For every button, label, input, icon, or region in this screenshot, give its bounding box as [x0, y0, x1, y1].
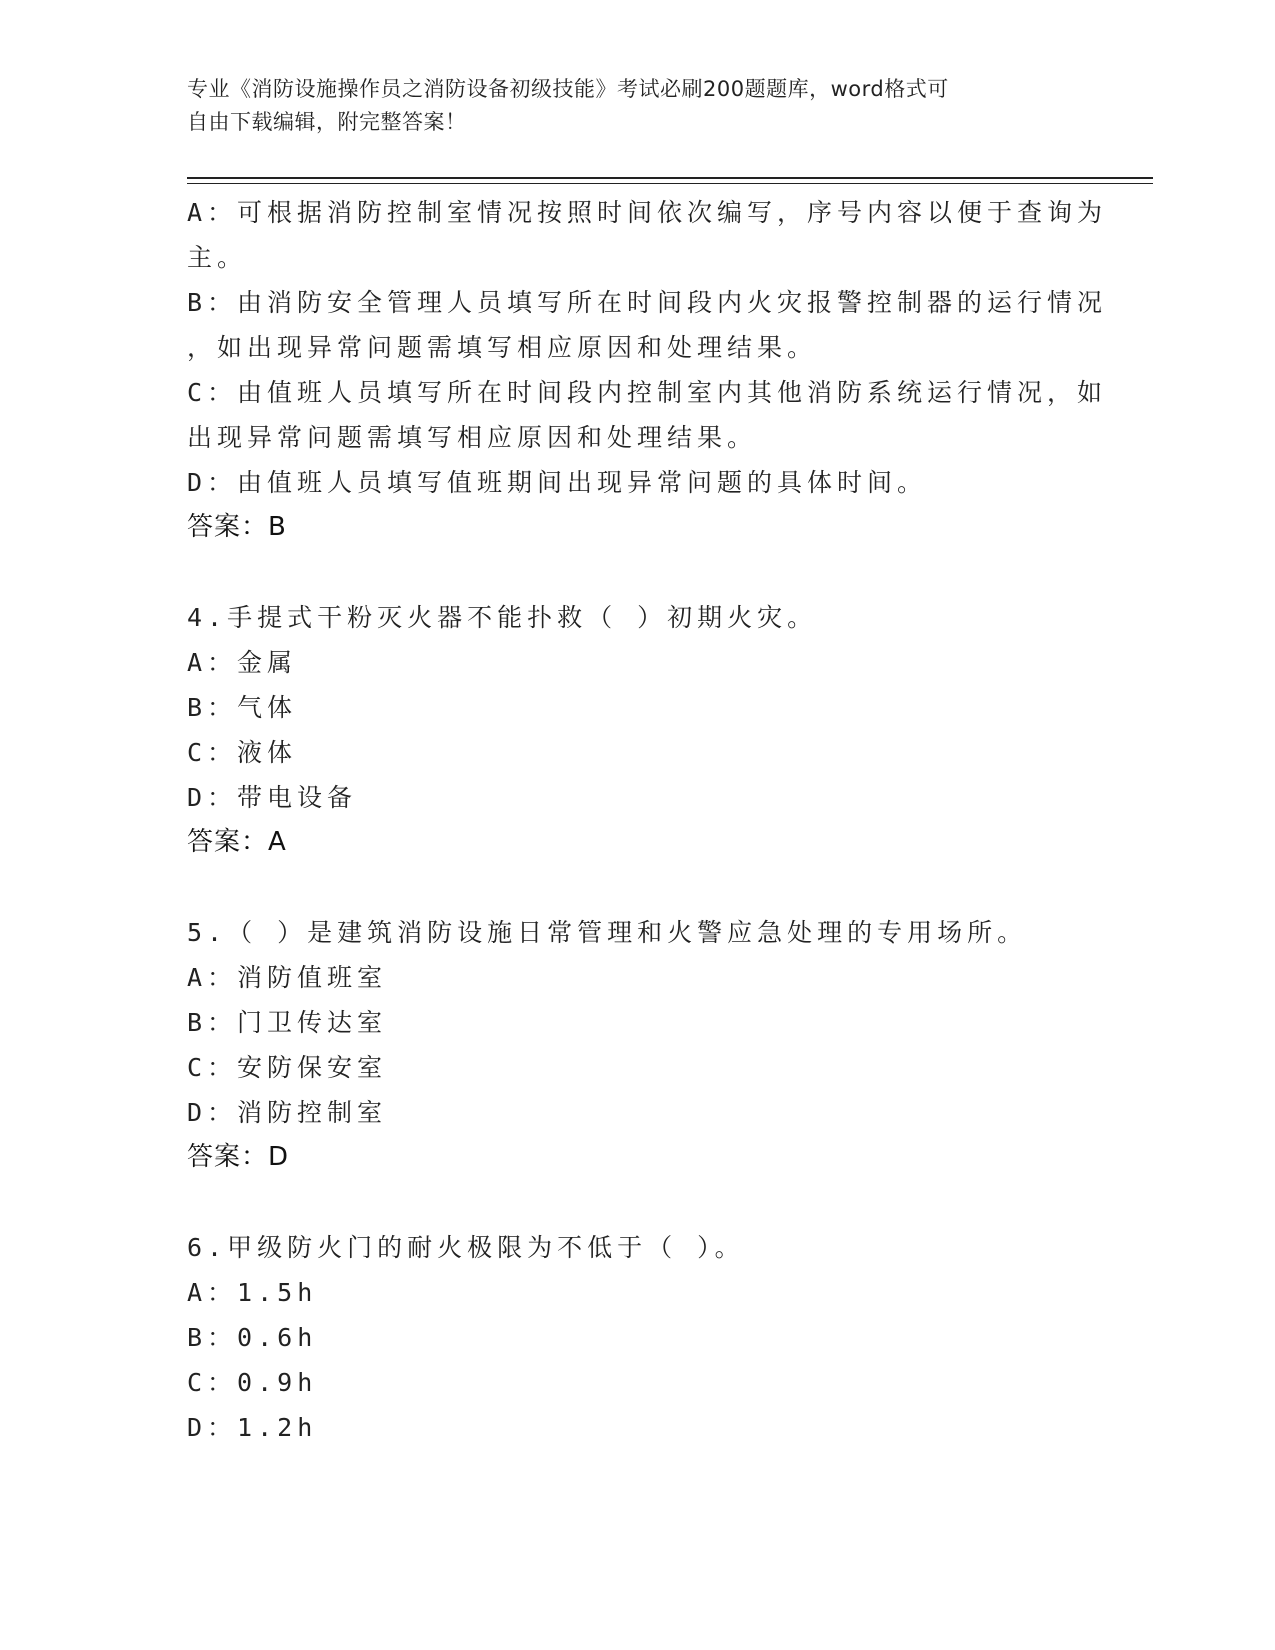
option-b: B：0.6h: [187, 1323, 318, 1352]
option-b: B：气体: [187, 693, 298, 722]
option-b-line-2: ，如出现异常问题需填写相应原因和处理结果。: [187, 333, 818, 362]
option-b-line-1: B：由消防安全管理人员填写所在时间段内火灾报警控制器的运行情况: [187, 288, 1108, 317]
option-a: A：1.5h: [187, 1278, 318, 1307]
header-divider-thin: [187, 183, 1153, 184]
question-4: [187, 595, 1087, 865]
question-text: 5.（ ）是建筑消防设施日常管理和火警应急处理的专用场所。: [187, 918, 1028, 947]
option-c: C：0.9h: [187, 1368, 318, 1397]
question-3-options: [187, 190, 1108, 550]
question-5: [187, 910, 1087, 1180]
spacer: [187, 550, 1087, 595]
spacer: [187, 1180, 1087, 1225]
option-a: A：金属: [187, 648, 298, 677]
document-header: [187, 73, 1087, 139]
option-d: D：由值班人员填写值班期间出现异常问题的具体时间。: [187, 468, 928, 497]
answer: 答案：D: [187, 1142, 290, 1172]
option-c-line-2: 出现异常问题需填写相应原因和处理结果。: [187, 423, 758, 452]
option-c: C：液体: [187, 738, 298, 767]
option-c-line-1: C：由值班人员填写所在时间段内控制室内其他消防系统运行情况，如: [187, 378, 1108, 407]
answer: 答案：B: [187, 512, 287, 542]
option-d: D：消防控制室: [187, 1098, 388, 1127]
option-d: D：1.2h: [187, 1413, 318, 1442]
option-b: B：门卫传达室: [187, 1008, 388, 1037]
question-6: [187, 1225, 1087, 1450]
question-text: 6.甲级防火门的耐火极限为不低于（ ）。: [187, 1233, 745, 1262]
question-text: 4.手提式干粉灭火器不能扑救（ ）初期火灾。: [187, 603, 818, 632]
header-line-1: 专业《消防设施操作员之消防设备初级技能》考试必刷200题题库，word格式可: [187, 77, 949, 101]
option-c: C：安防保安室: [187, 1053, 388, 1082]
spacer: [187, 865, 1087, 910]
header-line-2: 自由下载编辑，附完整答案！: [187, 110, 467, 134]
option-a: A：消防值班室: [187, 963, 388, 992]
option-a-line-2: 主。: [187, 243, 248, 272]
answer: 答案：A: [187, 827, 287, 857]
document-body: [187, 190, 1108, 1450]
header-divider-thick: [187, 177, 1153, 179]
option-a-line-1: A：可根据消防控制室情况按照时间依次编写，序号内容以便于查询为: [187, 198, 1108, 227]
option-d: D：带电设备: [187, 783, 358, 812]
